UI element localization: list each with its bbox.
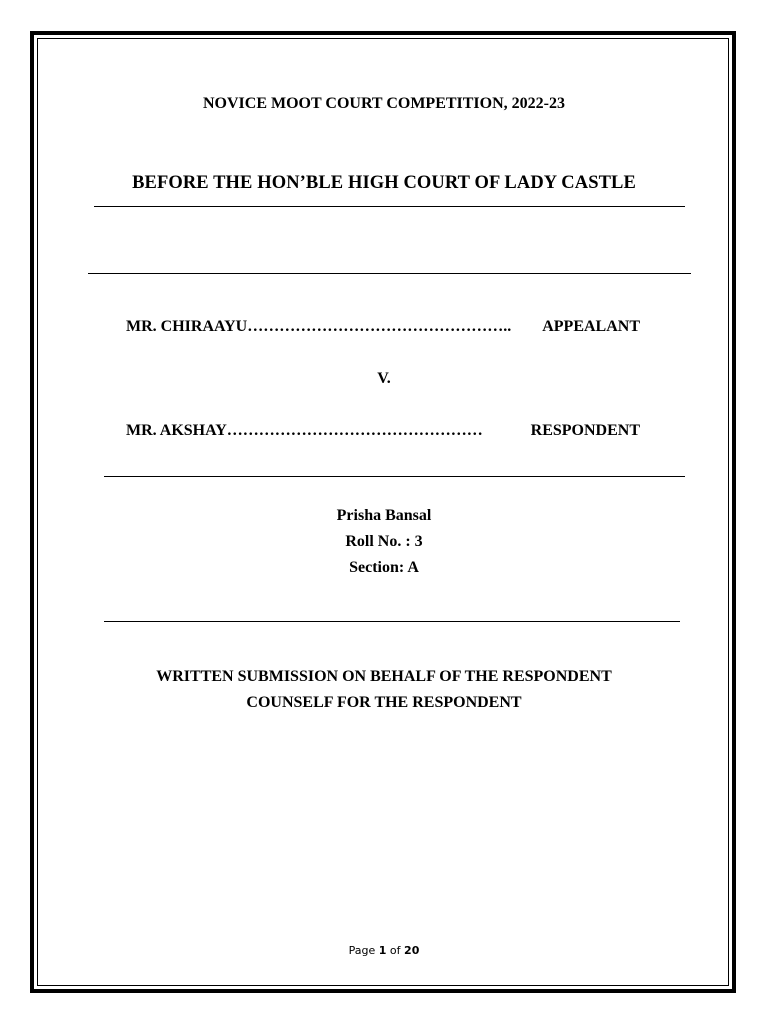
court-title: BEFORE THE HON’BLE HIGH COURT OF LADY CASTLE	[132, 173, 636, 193]
appellant-line	[126, 318, 640, 336]
divider-3	[104, 476, 685, 477]
respondent-role: RESPONDENT	[530, 422, 640, 439]
appellant-name: MR. CHIRAAYU	[126, 318, 248, 335]
page-total: 20	[404, 944, 420, 957]
author-name: Prisha Bansal	[336, 507, 432, 524]
page-prefix: Page	[348, 944, 379, 957]
appellant-dots: …………………………………………..	[247, 318, 512, 335]
respondent-name: MR. AKSHAY	[126, 422, 227, 439]
divider-1	[94, 206, 685, 207]
page-current: 1	[378, 944, 387, 957]
author-roll: Roll No. : 3	[345, 533, 423, 550]
author-section: Section: A	[349, 559, 419, 576]
page-footer	[0, 944, 768, 957]
respondent-line	[126, 422, 640, 440]
divider-2	[88, 273, 691, 274]
divider-4	[104, 621, 680, 622]
submission-title-line2: COUNSELF FOR THE RESPONDENT	[246, 694, 522, 711]
respondent-dots: …………………………………………	[226, 422, 483, 439]
competition-title: NOVICE MOOT COURT COMPETITION, 2022-23	[203, 95, 565, 112]
page-of: of	[386, 944, 405, 957]
submission-title-line1: WRITTEN SUBMISSION ON BEHALF OF THE RESPONDENT	[156, 668, 612, 685]
appellant-role: APPEALANT	[542, 318, 640, 335]
versus-label: V.	[377, 370, 391, 387]
